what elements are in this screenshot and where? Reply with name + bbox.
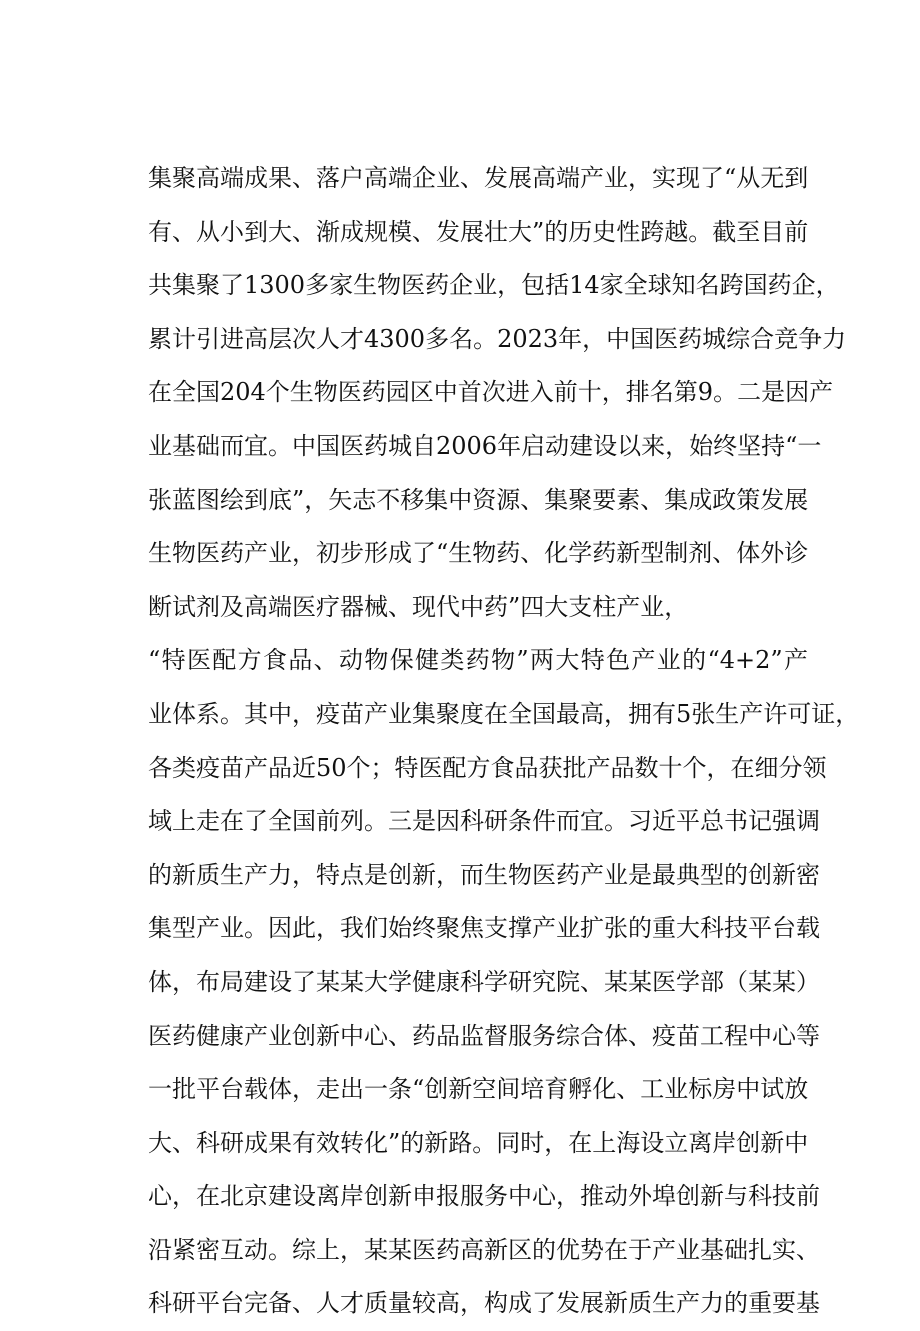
text-line: 共集聚了1300多家生物医药企业，包括14家全球知名跨国药企，: [148, 271, 840, 300]
text-line: 业基础而宜。中国医药城自2006年启动建设以来，始终坚持“一: [148, 431, 822, 460]
text-line: 有、从小到大、渐成规模、发展壮大”的历史性跨越。截至目前: [148, 217, 809, 246]
text-line: 体，布局建设了某某大学健康科学研究院、某某医学部（某某）: [148, 967, 820, 996]
text-line: 科研平台完备、人才质量较高，构成了发展新质生产力的重要基: [148, 1289, 820, 1318]
body-text: [148, 152, 860, 1331]
text-line: 断试剂及高端医疗器械、现代中药”四大支柱产业，: [148, 592, 689, 621]
text-line: 的新质生产力，特点是创新，而生物医药产业是最典型的创新密: [148, 860, 820, 889]
text-line: 一批平台载体，走出一条“创新空间培育孵化、工业标房中试放: [148, 1075, 809, 1104]
text-line: 在全国204个生物医药园区中首次进入前十，排名第9。二是因产: [148, 378, 834, 407]
text-line: 累计引进高层次人才4300多名。2023年，中国医药城综合竞争力: [148, 324, 847, 353]
text-line: 集聚高端成果、落户高端企业、发展高端产业，实现了“从无到: [148, 164, 809, 192]
text-line: 沿紧密互动。综上，某某医药高新区的优势在于产业基础扎实、: [148, 1235, 820, 1264]
text-line: 域上走在了全国前列。三是因科研条件而宜。习近平总书记强调: [148, 807, 820, 836]
text-line: 张蓝图绘到底”，矢志不移集中资源、集聚要素、集成政策发展: [148, 485, 809, 514]
text-line: “特医配方食品、动物保健类药物”两大特色产业的“4+2”产: [148, 646, 808, 675]
text-line: 生物医药产业，初步形成了“生物药、化学药新型制剂、体外诊: [148, 539, 809, 568]
text-line: 心，在北京建设离岸创新申报服务中心，推动外埠创新与科技前: [148, 1182, 820, 1211]
text-line: 医药健康产业创新中心、药品监督服务综合体、疫苗工程中心等: [148, 1021, 820, 1050]
text-line: 业体系。其中，疫苗产业集聚度在全国最高，拥有5张生产许可证，: [148, 699, 860, 728]
text-line: 大、科研成果有效转化”的新路。同时，在上海设立离岸创新中: [148, 1128, 809, 1157]
text-line: 各类疫苗产品近50个；特医配方食品获批产品数十个，在细分领: [148, 753, 827, 782]
text-line: 集型产业。因此，我们始终聚焦支撑产业扩张的重大科技平台载: [148, 914, 820, 943]
